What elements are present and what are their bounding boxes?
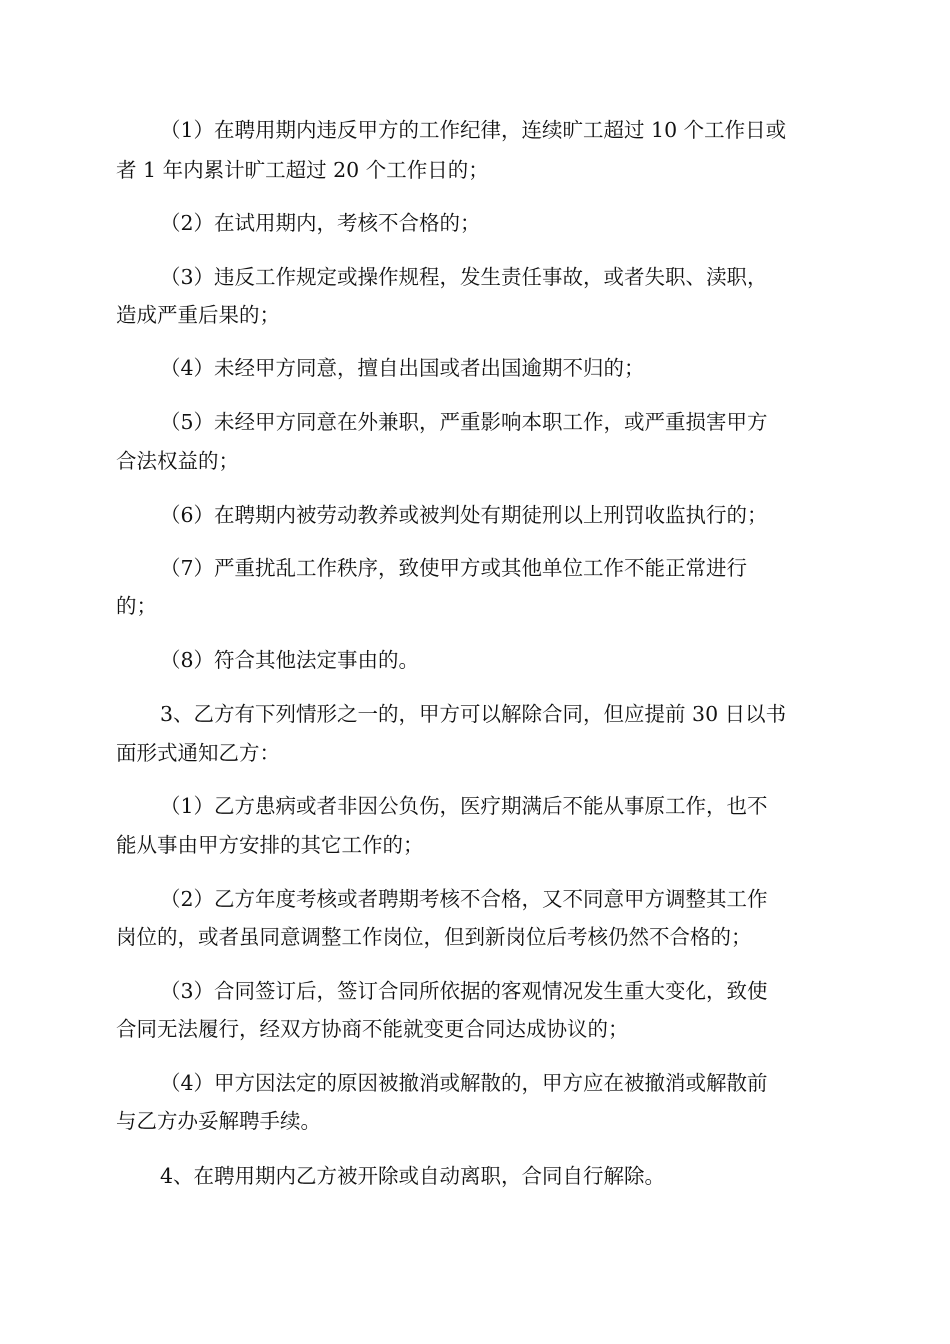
clause-1-8: （8）符合其他法定事由的。 <box>160 648 420 672</box>
clause-1-5-line-2: 合法权益的； <box>116 449 239 473</box>
clause-1-4: （4）未经甲方同意，擅自出国或者出国逾期不归的； <box>160 356 645 380</box>
clause-1-1-line-1: （1）在聘用期内违反甲方的工作纪律，连续旷工超过 10 个工作日或 <box>160 118 787 142</box>
clause-3-2-line-1: （2）乙方年度考核或者聘期考核不合格，又不同意甲方调整其工作 <box>160 887 768 911</box>
clause-1-7-line-2: 的； <box>116 594 157 618</box>
clause-3-4-line-1: （4）甲方因法定的原因被撤消或解散的，甲方应在被撤消或解散前 <box>160 1071 768 1095</box>
section-4-text: 4、在聘用期内乙方被开除或自动离职，合同自行解除。 <box>160 1164 666 1188</box>
clause-3-3-line-2: 合同无法履行，经双方协商不能就变更合同达成协议的； <box>116 1017 629 1041</box>
clause-3-4-line-2: 与乙方办妥解聘手续。 <box>116 1109 321 1133</box>
clause-1-2: （2）在试用期内，考核不合格的； <box>160 211 481 235</box>
clause-3-1-line-1: （1）乙方患病或者非因公负伤，医疗期满后不能从事原工作，也不 <box>160 794 768 818</box>
clause-1-6: （6）在聘期内被劳动教养或被判处有期徒刑以上刑罚收监执行的； <box>160 503 768 527</box>
section-3-heading-line-2: 面形式通知乙方： <box>116 741 280 765</box>
clause-1-7-line-1: （7）严重扰乱工作秩序，致使甲方或其他单位工作不能正常进行 <box>160 556 748 580</box>
clause-3-3-line-1: （3）合同签订后，签订合同所依据的客观情况发生重大变化，致使 <box>160 979 768 1003</box>
clause-3-2-line-2: 岗位的，或者虽同意调整工作岗位，但到新岗位后考核仍然不合格的； <box>116 925 752 949</box>
clause-1-3-line-1: （3）违反工作规定或操作规程，发生责任事故，或者失职、渎职， <box>160 265 768 289</box>
clause-1-1-line-2: 者 1 年内累计旷工超过 20 个工作日的； <box>116 158 489 182</box>
clause-1-5-line-1: （5）未经甲方同意在外兼职，严重影响本职工作，或严重损害甲方 <box>160 410 768 434</box>
section-3-heading-line-1: 3、乙方有下列情形之一的，甲方可以解除合同，但应提前 30 日以书 <box>160 702 787 726</box>
clause-1-3-line-2: 造成严重后果的； <box>116 303 280 327</box>
clause-3-1-line-2: 能从事由甲方安排的其它工作的； <box>116 833 424 857</box>
